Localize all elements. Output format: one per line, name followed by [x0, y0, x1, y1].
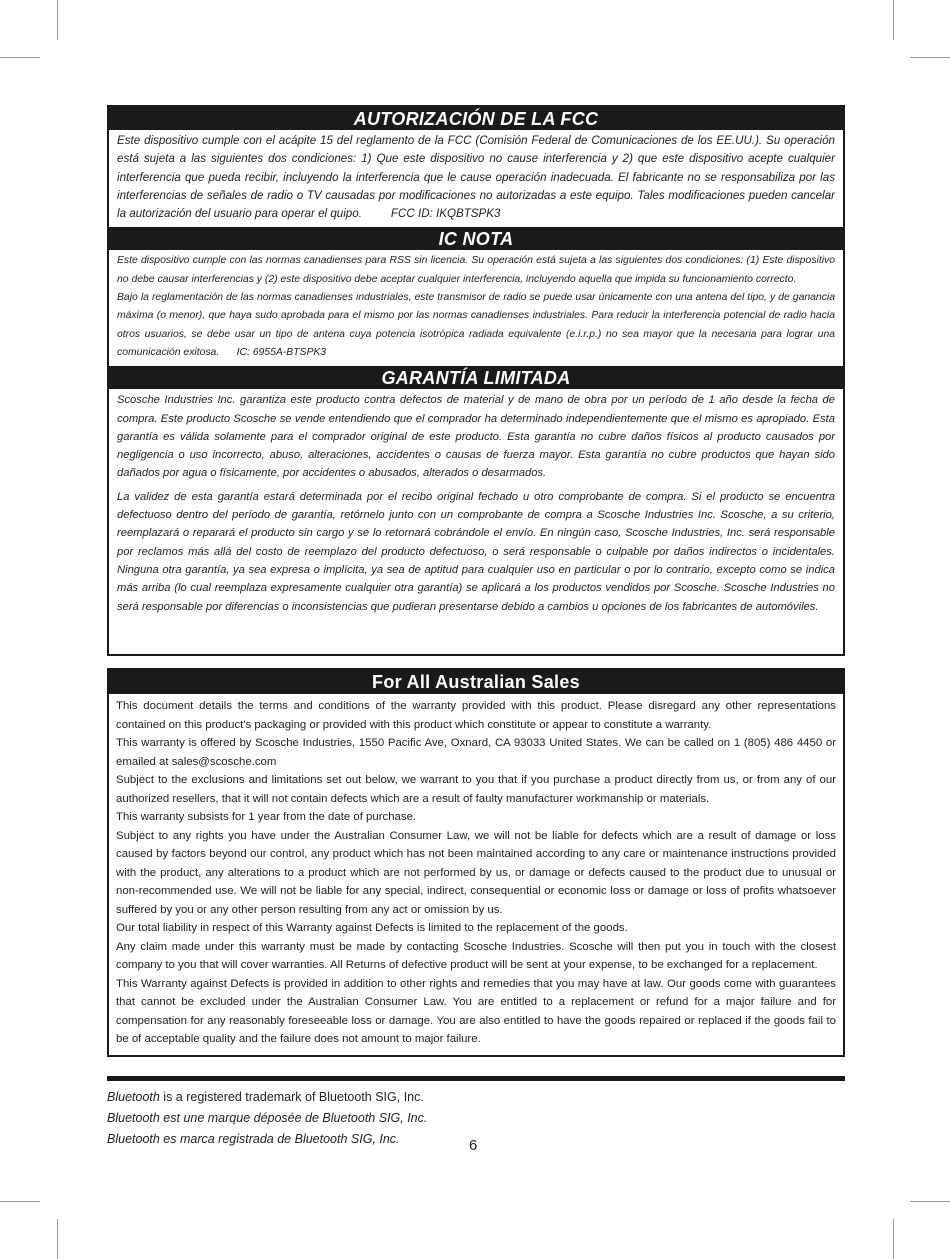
- warranty-section: [109, 389, 843, 620]
- australia-section: [109, 694, 843, 1055]
- australia-paragraph: This document details the terms and conditions of the warranty provided with this product. Please disregard any other representations contained on this product's packaging or provided with this product which constitute or appear to constitute a warranty.: [116, 700, 836, 731]
- fcc-heading: AUTORIZACIÓN DE LA FCC: [109, 107, 843, 130]
- divider-rule: [107, 1076, 845, 1081]
- ic-text-2: Bajo la reglamentación de las normas canadienses industriales, este transmisor de radio se puede usar únicamente con una antena del tipo, y de ganancia máxima (o menor), que haya sudo aprobada para el mismo por las normas canadienses industriales. Para reducir la interferencia potencial de radio hacia otros usuarios, se debe usar un tipo de antena cuya potencia isotrópica radiada equivalente (e.i.r.p.) no sea mayor que la necesaria para lograr una comunicación exitosa. IC: 6955A-BTSPK3: [117, 292, 835, 358]
- ic-heading: IC NOTA: [109, 227, 843, 250]
- trademark-french: Bluetooth est une marque déposée de Bluetooth SIG, Inc.: [107, 1111, 428, 1125]
- fcc-text: Este dispositivo cumple con el acápite 15 del reglamento de la FCC (Comisión Federal de Comunicaciones de los EE.UU.). Su operación está sujeta a las siguientes dos condiciones: 1) Que este dispositivo no cause interferencia y 2) que este dispositivo acepte cualquier interferencia que pueda recibir, incluyendo la interferencia que le cause operación inadecuada. El fabricante no se responsabiliza por las interferencias de señales de radio o TV causadas por modificaciones no autorizadas a este equipo. Tales modificaciones pueden cancelar la autorización del usuario para operar el quipo. FCC ID: IKQBTSPK3: [117, 134, 835, 221]
- spanish-notices-box: [107, 105, 845, 656]
- warranty-heading: GARANTÍA LIMITADA: [109, 366, 843, 389]
- trademark-english: Bluetooth is a registered trademark of Bluetooth SIG, Inc.: [107, 1090, 424, 1104]
- warranty-paragraph: La validez de esta garantía estará determinada por el recibo original fechado u otro comprobante de compra. Si el producto se encuentra defectuoso dentro del período de garantía, retórnelo junto con un comprobante de compra a Scosche Industries Inc. Scosche, a su criterio, reemplazará o reparará el producto sin cargo y se lo retornará cobrándole el envío. En ningún caso, Scosche Industries, Inc. será responsable por reclamos más allá del costo de reemplazo del producto defectuoso, o será responsable o culpable por daños indirectos o incidentales. Ninguna otra garantía, ya sea expresa o implícita, ya sea de aptitud para cualquier uso en particular o por lo contrario, excepto como se indica más arriba (lo cual reemplaza expresamente cualquier otra garantía) se aplicará a los productos vendidos por Scosche. Scosche Industries no será responsable por diferencias o inconsistencias que pudieran presentarse debido a cambios u opciones de los fabricantes de automóviles.: [117, 490, 835, 613]
- australia-heading: For All Australian Sales: [109, 670, 843, 694]
- crop-mark: [0, 57, 40, 58]
- trademark-spanish: Bluetooth es marca registrada de Bluetooth SIG, Inc.: [107, 1132, 400, 1146]
- page-number: 6: [469, 1137, 478, 1154]
- australian-sales-box: [107, 668, 845, 1057]
- australia-paragraph: This warranty is offered by Scosche Industries, 1550 Pacific Ave, Oxnard, CA 93033 United States. We can be called on 1 (805) 486 4450 or emailed at sales@scosche.com: [116, 737, 836, 768]
- australia-paragraph: Our total liability in respect of this Warranty against Defects is limited to the replacement of the goods.: [116, 922, 628, 934]
- crop-mark: [893, 1219, 894, 1259]
- crop-mark: [910, 57, 950, 58]
- australia-paragraph: Any claim made under this warranty must be made by contacting Scosche Industries. Scosche will then put you in touch with the closest company to you that will cover warranties. All Returns of defective product will be sent at your expense, to be exchanged for a replacement.: [116, 940, 836, 971]
- australia-paragraph: This warranty subsists for 1 year from the date of purchase.: [116, 811, 417, 823]
- bluetooth-brand: Bluetooth: [107, 1090, 160, 1104]
- ic-section: [109, 250, 843, 366]
- crop-mark: [893, 0, 894, 40]
- australia-paragraph: This Warranty against Defects is provided in addition to other rights and remedies that you may have at law. Our goods come with guarantees that cannot be excluded under the Australian Consumer Law. You are entitled to a replacement or refund for a major failure and for compensation for any reasonably foreseeable loss or damage. You are also entitled to have the goods repaired or replaced if the goods fail to be of acceptable quality and the failure does not amount to major failure.: [116, 977, 836, 1045]
- crop-mark: [57, 1219, 58, 1259]
- crop-mark: [0, 1201, 40, 1202]
- fcc-section: [109, 130, 843, 227]
- fcc-id: FCC ID: IKQBTSPK3: [390, 207, 501, 221]
- australia-paragraph: Subject to any rights you have under the Australian Consumer Law, we will not be liable for defects which are a result of damage or loss caused by factors beyond our control, any product which has not been maintained according to any care or maintenance instructions provided with the product, any alterations to a product which are not performed by us, or damage or defects caused to the product due to unusual or non-recommended use. We will not be liable for any special, indirect, consequential or economic loss or damage or loss of profits whatsoever suffered by you or any other person resulting from any act or omission by us.: [116, 829, 836, 916]
- crop-mark: [57, 0, 58, 40]
- warranty-paragraph: Scosche Industries Inc. garantiza este producto contra defectos de material y de mano de obra por un período de 1 año desde la fecha de compra. Este producto Scosche se vende entendiendo que el comprador ha determinado independientemente que el mismo es apropiado. Esta garantía es válida solamente para el comprador original de este producto. Esta garantía no cubre daños físicos al producto causados por negligencia o uso incorrecto, abuso, alteraciones, accidentes o causas de fuerza mayor. Esta garantía no cubre productos que hayan sido dañados por agua o físicamente, por accidentes o abusados, alterados o desarmados.: [117, 394, 835, 480]
- australia-paragraph: Subject to the exclusions and limitations set out below, we warrant to you that if you purchase a product directly from us, or from any of our authorized resellers, that it will not contain defects which are a result of faulty manufacturer workmanship or materials.: [116, 774, 836, 805]
- ic-id: IC: 6955A-BTSPK3: [236, 346, 327, 358]
- crop-mark: [910, 1201, 950, 1202]
- ic-text-1: Este dispositivo cumple con las normas canadienses para RSS sin licencia. Su operación está sujeta a las siguientes dos condiciones: (1) Este dispositivo no debe causar interferencias y (2) este dispositivo debe aceptar cualquier interferencia, incluyendo aquella que impida su funcionamiento correcto.: [117, 255, 835, 285]
